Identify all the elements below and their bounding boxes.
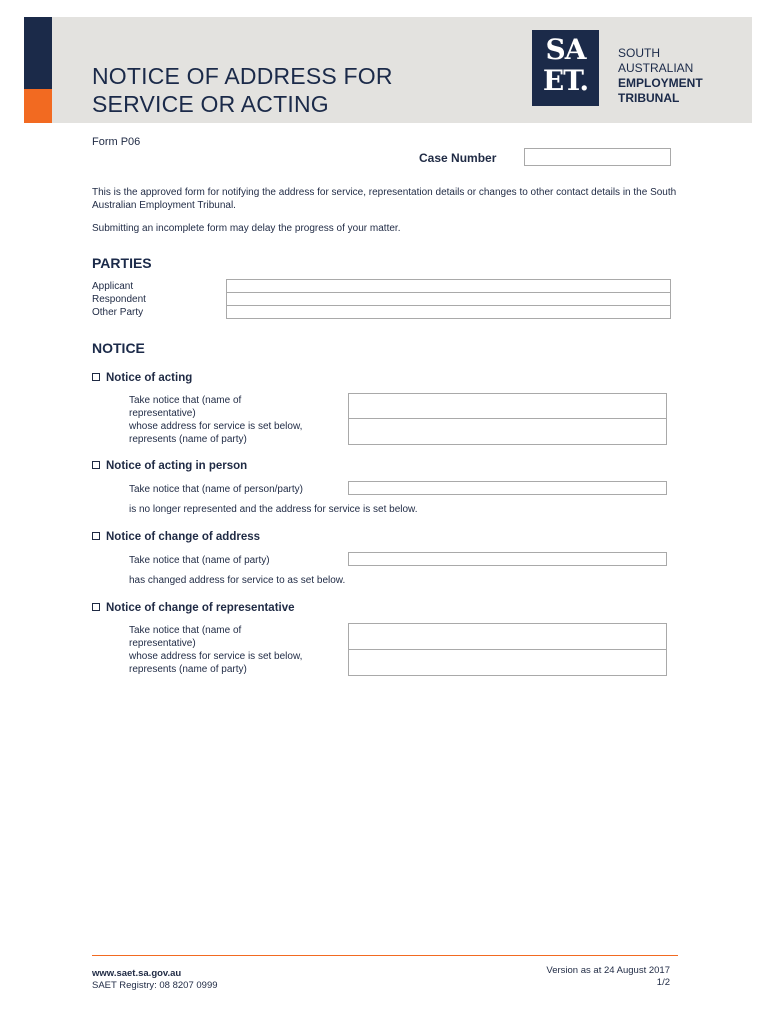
notice-change-of-address-after: has changed address for service to as set below. xyxy=(129,575,346,586)
notice-acting-in-person-prompt: Take notice that (name of person/party) xyxy=(129,484,303,495)
notice-acting-line-1: Take notice that (name of xyxy=(129,395,242,406)
respondent-label: Respondent xyxy=(92,294,146,305)
notice-acting-line-3: whose address for service is set below, xyxy=(129,421,303,432)
notice-change-rep-line-3: whose address for service is set below, xyxy=(129,651,303,662)
notice-change-of-representative-label: Notice of change of representative xyxy=(106,602,295,614)
header-accent-navy xyxy=(24,17,52,89)
notice-change-of-representative-text xyxy=(129,624,339,676)
page-title-line-1: NOTICE OF ADDRESS FOR xyxy=(92,63,393,89)
applicant-field[interactable] xyxy=(226,279,671,293)
logo-text-line-1: SOUTH xyxy=(618,46,660,60)
logo-mark-line-1: SA xyxy=(545,33,586,66)
notice-change-of-address-label: Notice of change of address xyxy=(106,531,261,543)
footer-divider xyxy=(92,955,678,956)
notice-change-of-address-option[interactable] xyxy=(92,531,260,543)
applicant-label: Applicant xyxy=(92,281,134,292)
notice-acting-representative-field[interactable] xyxy=(348,393,667,419)
header-accent-orange xyxy=(24,89,52,123)
case-number-field[interactable] xyxy=(524,148,671,166)
saet-logo-mark xyxy=(532,30,599,106)
notice-acting-in-person-option[interactable] xyxy=(92,460,247,472)
notice-change-of-address-prompt: Take notice that (name of party) xyxy=(129,555,270,566)
intro-text: This is the approved form for notifying the address for service, representation details or changes to other contact details in the South Australian Employment Tribunal. xyxy=(92,187,677,211)
other-party-field[interactable] xyxy=(226,305,671,319)
footer-version xyxy=(470,965,670,989)
footer-version-text: Version as at 24 August 2017 xyxy=(546,965,670,976)
page-title-line-2: SERVICE OR ACTING xyxy=(92,91,329,117)
notice-change-of-representative-checkbox[interactable] xyxy=(92,603,100,611)
notice-acting-in-person-after: is no longer represented and the address for service is set below. xyxy=(129,504,418,515)
notice-acting-label: Notice of acting xyxy=(106,372,193,384)
notice-acting-line-4: represents (name of party) xyxy=(129,434,247,445)
page-title xyxy=(92,62,472,118)
form-code: Form P06 xyxy=(92,136,141,148)
logo-text-line-2: AUSTRALIAN xyxy=(618,61,694,75)
parties-labels xyxy=(92,280,146,319)
logo-text-line-3: EMPLOYMENT xyxy=(618,76,703,90)
other-party-label: Other Party xyxy=(92,307,144,318)
notice-acting-in-person-checkbox[interactable] xyxy=(92,461,100,469)
footer-contact xyxy=(92,968,218,992)
notice-change-rep-representative-field[interactable] xyxy=(348,623,667,650)
notice-change-rep-line-2: representative) xyxy=(129,638,196,649)
notice-change-of-representative-option[interactable] xyxy=(92,602,295,614)
notice-acting-line-2: representative) xyxy=(129,408,196,419)
respondent-field[interactable] xyxy=(226,292,671,306)
notice-change-rep-party-field[interactable] xyxy=(348,649,667,676)
notice-acting-in-person-label: Notice of acting in person xyxy=(106,460,248,472)
logo-mark-line-2: ET. xyxy=(542,64,589,97)
notice-acting-option[interactable] xyxy=(92,372,192,384)
footer-website-link[interactable]: www.saet.sa.gov.au xyxy=(92,968,182,979)
notice-acting-checkbox[interactable] xyxy=(92,373,100,381)
notice-acting-in-person-field[interactable] xyxy=(348,481,667,495)
footer-page-number: 1/2 xyxy=(656,977,670,988)
parties-heading: PARTIES xyxy=(92,255,152,271)
notice-heading: NOTICE xyxy=(92,340,145,356)
notice-acting-party-field[interactable] xyxy=(348,418,667,445)
saet-logo-text xyxy=(618,46,703,106)
notice-change-rep-line-4: represents (name of party) xyxy=(129,664,247,675)
case-number-label: Case Number xyxy=(419,151,497,165)
notice-change-rep-line-1: Take notice that (name of xyxy=(129,625,242,636)
notice-acting-text xyxy=(129,394,339,446)
warning-text: Submitting an incomplete form may delay the progress of your matter. xyxy=(92,223,401,234)
footer-registry: SAET Registry: 08 8207 0999 xyxy=(92,980,218,991)
notice-change-of-address-checkbox[interactable] xyxy=(92,532,100,540)
logo-text-line-4: TRIBUNAL xyxy=(618,91,680,105)
notice-change-of-address-field[interactable] xyxy=(348,552,667,566)
